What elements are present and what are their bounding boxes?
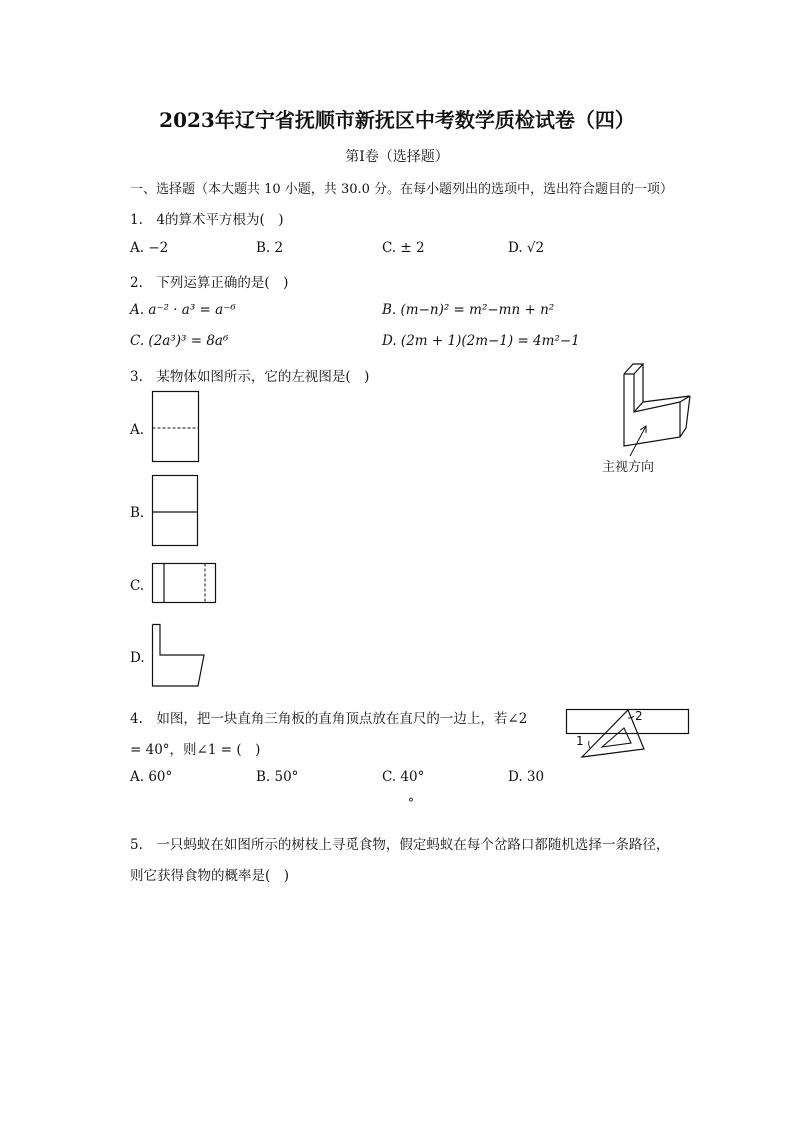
- q4-option-d: D. 30: [508, 769, 545, 785]
- q3-option-c-label: C.: [130, 578, 145, 594]
- q3-option-a-figure: [152, 391, 200, 463]
- q3-option-b-figure: [152, 475, 200, 547]
- q4-ruler-triangle-figure: [566, 705, 690, 763]
- q4-option-c: C. 40°: [382, 769, 425, 785]
- section-instructions: 一、选择题（本大题共 10 小题，共 30.0 分。在每小题列出的选项中，选出符合题目的一项）: [130, 182, 674, 197]
- q2-option-d: D. (2m + 1)(2m−1) = 4m²−1: [382, 333, 580, 349]
- q3-option-b-label: B.: [130, 505, 145, 521]
- q2-option-c: C. (2a³)³ = 8a⁶: [130, 333, 229, 349]
- q4-stem-line1: 4. 如图，把一块直角三角板的直角顶点放在直尺的一边上，若∠2: [130, 711, 528, 727]
- q4-angle-2-label: 2: [635, 709, 643, 723]
- q4-angle-1-label: 1: [576, 734, 584, 748]
- q2-option-b: B. (m−n)² = m²−mn + n²: [382, 302, 555, 318]
- q5-stem-line2: 则它获得食物的概率是( ): [130, 868, 290, 884]
- q3-option-d-label: D.: [130, 650, 145, 666]
- q3-option-c-figure: [152, 563, 218, 605]
- q3-figure-caption: 主视方向: [602, 460, 655, 475]
- q1-option-d: D. √2: [508, 240, 545, 256]
- ruler-shape: [567, 710, 689, 734]
- q1-option-b: B. 2: [256, 240, 284, 256]
- q2-stem: 2. 下列运算正确的是( ): [130, 275, 289, 291]
- q5-stem-line1: 5. 一只蚂蚁在如图所示的树枝上寻觅食物，假定蚂蚁在每个岔路口都随机选择一条路径，: [130, 837, 670, 853]
- q4-option-a: A. 60°: [130, 769, 173, 785]
- q4-stem-line2: = 40°，则∠1 = ( ): [130, 742, 261, 758]
- q3-option-d-figure: [152, 624, 206, 688]
- q4-option-b: B. 50°: [256, 769, 299, 785]
- q3-view-arrow: [628, 420, 658, 460]
- q2-option-a: A. a⁻² · a³ = a⁻⁶: [130, 302, 236, 318]
- q1-stem: 1. 4的算术平方根为( ): [130, 212, 284, 228]
- q3-stem: 3. 某物体如图所示，它的左视图是( ): [130, 369, 370, 385]
- section-subtitle: 第I卷（选择题）: [345, 149, 449, 165]
- set-square-inner: [602, 728, 631, 747]
- q3-option-a-label: A.: [130, 422, 145, 438]
- page-title: 2023年辽宁省抚顺市新抚区中考数学质检试卷（四）: [159, 108, 635, 132]
- q1-option-c: C. ± 2: [382, 240, 425, 256]
- q4-option-d-degree: °: [408, 796, 414, 810]
- q1-option-a: A. −2: [130, 240, 169, 256]
